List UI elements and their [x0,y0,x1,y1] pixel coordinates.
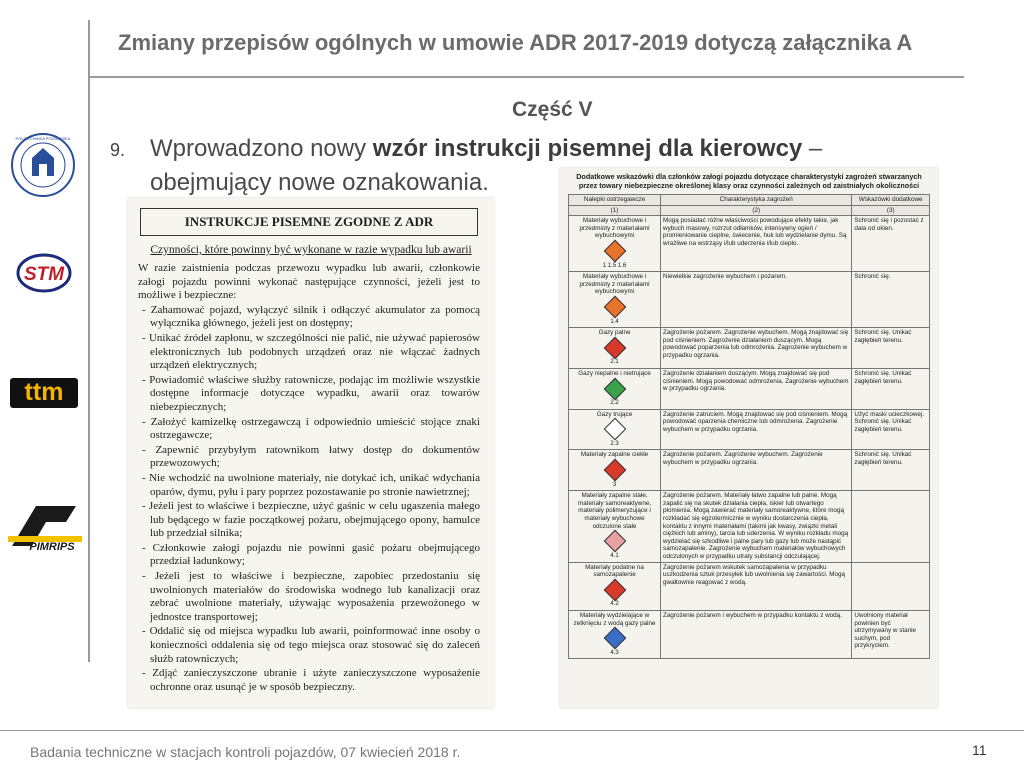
hazard-cell: Zagrożenie działaniem duszącym. Mogą znajdować się pod ciśnieniem. Mogą powodować odmrożenia. Zagrożenie wybuchem w przypadku ogrzania. [661,368,852,409]
slide-title: Zmiany przepisów ogólnych w umowie ADR 2017-2019 dotyczą załącznika A [118,30,913,55]
class-code: 2.1 [610,359,619,366]
hazard-table [568,194,930,659]
table-row [569,216,930,272]
document-intro: W razie zaistnienia podczas przewozu wypadku lub awarii, członkowie załogi pojazdu powinni wykonać następujące czynności, jeżeli jest to możliwe i bezpieczne: [138,262,480,302]
class-code: 1 1.5 1.6 [602,262,627,269]
hazard-cell: Zagrożenie pożarem wskutek samozapalenia w przypadku uszkodzenia sztuk przesyłek lub uwolnienia się zawartości. Mogą gwałtownie reagować z wodą. [661,562,852,610]
hazard-diamond-icon [603,530,626,553]
label-text: Materiały wybuchowe i przedmioty z materiałami wybuchowymi [579,273,650,296]
instruction-item: - Zdjąć zanieczyszczone ubranie i użyte zanieczyszczone wyposażenie ochronne oraz usunąć je w sposób bezpieczny. [142,667,480,693]
instruction-item: - Jeżeli jest to właściwe i bezpieczne, zapobiec przedostaniu się uwolnionych materiałów do środowiska wodnego lub kanalizacji oraz zebrać uwolnione materiały, używając wyposażenia przewożonego w jednostce transportowej; [142,570,480,623]
ttm-logo [10,378,78,408]
advice-cell [852,491,930,562]
column-header: Charakterystyka zagrożeń [661,195,852,206]
class-code: 4.2 [610,601,619,608]
hazard-diamond-icon [603,459,626,482]
hazard-cell: Mogą posiadać różne właściwości powodujące efekty takie, jak wybuch masowy, rozrzut odłamków, intensywny ogień / promieniowanie cieplne, świecenie, huk lub wydzielanie dymu. Są wrażliwe na wstrząsy i/lub uderzenia i/lub ciepło. [661,216,852,272]
hazard-diamond-icon [603,578,626,601]
hazard-diamond-icon [603,336,626,359]
table-row [569,272,930,328]
hazard-cell: Zagrożenie pożarem i wybuchem w przypadku kontaktu z wodą. [661,610,852,658]
label-cell [569,610,661,658]
hazard-diamond-icon [603,240,626,263]
label-cell [569,272,661,328]
table-header-text: Dodatkowe wskazówki dla członków załogi pojazdu dotyczące charakterystyki zagrożeń stwarzanych przez towary niebezpieczne określonej klasy oraz czynności zależnych od zaistniałych okoliczności [576,172,922,190]
label-cell [569,450,661,491]
instruction-item: - Jeżeli jest to właściwe i bezpieczne, użyć gaśnic w celu ugaszenia małego lub będącego w fazie początkowej pożaru, obejmującego opony, hamulce lub przedział silnika; [142,500,480,540]
label-cell [569,368,661,409]
advice-cell: Schronić się. Unikać zagłębień terenu. [852,328,930,369]
label-text: Gazy palne [598,329,631,337]
document-title: INSTRUKCJE PISEMNE ZGODNE Z ADR [140,208,478,236]
advice-cell: Schronić się. Unikać zagłębień terenu. [852,368,930,409]
title-rule [88,76,964,78]
instruction-item: - Zahamować pojazd, wyłączyć silnik i odłączyć akumulator za pomocą wyłącznika głównego, jeżeli jest on dostępny; [142,303,480,330]
table-row [569,610,930,658]
pimrips-logo [6,500,84,557]
class-code: 2.2 [610,400,619,407]
column-number: (3) [852,205,930,216]
table-row [569,328,930,369]
hazard-diamond-icon [603,627,626,650]
instruction-item: - Członkowie załogi pojazdu nie powinni gasić pożaru obejmującego przedział ładunkowy; [142,541,480,568]
label-cell [569,216,661,272]
ttm-text: ttm [24,378,64,406]
vertical-rule [88,20,90,662]
hazard-cell: Zagrożenie zatruciem. Mogą znajdować się pod ciśnieniem. Mogą powodować oparzenia chemiczne lub odmrożenia. Zagrożenie wybuchem w przypadku ogrzania. [661,409,852,450]
instruction-item: - Założyć kamizelkę ostrzegawczą i odpowiednio umieścić stojące znaki ostrzegawcze; [142,415,480,442]
advice-cell: Uwolniony materiał powinien być utrzymywany w stanie suchym, pod przykryciem. [852,610,930,658]
item-text-after: – obejmujący nowe oznakowania. [150,135,823,196]
instruction-item: - Powiadomić właściwe służby ratownicze, podając im możliwie wszystkie dostępne informacje dotyczące wypadku, awarii oraz towarów niebezpiecznych; [142,373,480,413]
advice-cell: Schronić się. Unikać zagłębień terenu. [852,450,930,491]
item-text-bold: wzór instrukcji pisemnej dla kierowcy [372,135,803,162]
table-row [569,368,930,409]
table-header-row [569,195,930,206]
label-text: Materiały wybuchowe i przedmioty z materiałami wybuchowymi [579,217,650,240]
table-row [569,562,930,610]
instruction-item: - Nie wchodzić na uwolnione materiały, nie dotykać ich, unikać wdychania oparów, dymu, pyłu i pary poprzez pozostawanie po stronie nawietrznej; [142,471,480,498]
hazard-diamond-icon [603,418,626,441]
label-cell [569,562,661,610]
label-cell [569,491,661,562]
column-number: (1) [569,205,661,216]
item-number: 9. [110,140,126,160]
class-code: 2.3 [610,440,619,447]
section-heading: Część V [512,98,593,121]
advice-cell [852,562,930,610]
instruction-item: - Unikać źródeł zapłonu, w szczególności nie palić, nie używać papierosów elektronicznych lub podobnych urządzeń oraz nie włączać żadnych urządzeń elektrycznych; [142,331,480,372]
label-text: Materiały wydzielające w zetknięciu z wodą gazy palne [573,611,656,627]
class-code: 3 [612,481,617,488]
advice-cell: Schronić się i pozostać z dala od okien. [852,216,930,272]
column-number: (2) [661,205,852,216]
label-text: Materiały zapalne ciekłe [580,451,649,459]
table-row [569,409,930,450]
seal-text: POLITECHNIKA POZNAŃSKA [15,136,71,141]
hazard-cell: Zagrożenie pożarem. Zagrożenie wybuchem. Mogą znajdować się pod ciśnieniem. Zagrożenie działaniem duszącym. Mogą powodować poparzenia lub odmrożenia. Zagrożenie wybuchem w przypadku ogrzania. [661,328,852,369]
label-cell [569,409,661,450]
class-code: 4.3 [610,649,619,656]
hazard-table-document [560,168,938,708]
pimrips-text: PIMRIPS [29,541,75,552]
table-row [569,450,930,491]
hazard-diamond-icon [603,296,626,319]
advice-cell: Schronić się. [852,272,930,328]
written-instructions-document [128,198,494,708]
label-cell [569,328,661,369]
table-row [569,491,930,562]
instruction-item: - Oddalić się od miejsca wypadku lub awarii, poinformować inne osoby o konieczności oddalenia się od tego miejsca oraz stosować się do zaleceń służb ratowniczych; [142,625,480,665]
instruction-item: - Zapewnić przybyłym ratownikom łatwy dostęp do dokumentów przewozowych; [142,443,480,470]
advice-cell: Użyć maski ucieczkowej. Schronić się. Unikać zagłębień terenu. [852,409,930,450]
label-text: Gazy trujące [596,410,633,418]
label-text: Materiały zapalne stałe, materiały samoreaktywne, materiały polimeryzujące i materiały wybuchowe odczulone stałe [577,492,652,530]
label-text: Gazy niepalne i nietrujące [578,369,651,377]
politechnika-seal [10,132,76,203]
footer-text: Badania techniczne w stacjach kontroli pojazdów, 07 kwiecień 2018 r. [30,744,461,760]
label-text: Materiały podatne na samozapalenie [585,563,644,579]
column-header: Wskazówki dodatkowe [852,195,930,206]
hazard-cell: Niewielkie zagrożenie wybuchem i pożarem. [661,272,852,328]
page-number: 11 [972,742,987,758]
stm-logo [14,250,74,301]
column-header: Nalepki ostrzegawcze [569,195,661,206]
class-code: 4.1 [610,552,619,559]
stm-text: STM [23,264,65,285]
footer-rule [0,730,1024,731]
class-code: 1.4 [610,318,619,325]
table-number-row [569,205,930,216]
hazard-diamond-icon [603,377,626,400]
hazard-cell: Zagrożenie pożarem. Zagrożenie wybuchem. Zagrożenie wybuchem w przypadku ogrzania. [661,450,852,491]
document-subtitle: Czynności, które powinny być wykonane w razie wypadku lub awarii [150,244,472,256]
hazard-cell: Zagrożenie pożarem. Materiały łatwo zapalne lub palne. Mogą zapalić się na skutek działania ciepła, iskier lub otwartego płomienia. Mogą zawierać materiały samoreaktywne, które mogą rozkładać się egzotermicznie w wyniku dostarczenia ciepła, kontaktu z innymi materiałami (takimi jak kwasy, związki metali ciężkich lub aminy), tarcia lub uderzenia. W wyniku rozkładu mogą wydzielać się szkodliwe i palne pary lub gazy lub może nastąpić samozapalenie. Zagrożenie wybuchem materiałów wybuchowych odczulonych w przypadku utraty substancji odczulającej. [661,491,852,562]
item-text-before: Wprowadzono nowy [150,135,373,162]
document-body [138,262,480,695]
